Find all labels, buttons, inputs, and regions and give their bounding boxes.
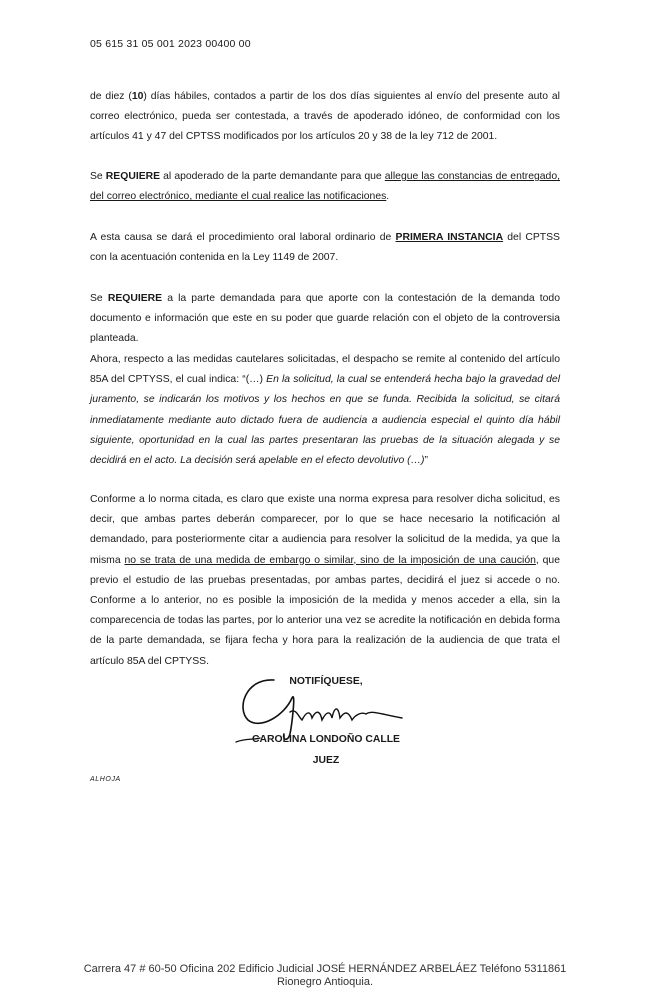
paragraph-procedure bbox=[90, 228, 560, 268]
notify-label: NOTIFÍQUESE, bbox=[289, 676, 363, 687]
p6-text-c: , que previo el estudio de las pruebas presentadas, por ambas partes, decidirá el juez si accede o no. Conforme a lo anterior, no es posible la imposición de la medida y menos acceder a ella, sin la comparecencia de todas las partes, por lo anterior una vez se acredite la notificación en debida forma de la parte demandada, se fijara fecha y hora para la realización de la audiencia de que trata el artículo 85A del CPTYSS. bbox=[90, 554, 560, 667]
p4-text-a: Se bbox=[90, 293, 108, 304]
p6-underlined: no se trata de una medida de embargo o similar, sino de la imposición de una caución bbox=[124, 554, 536, 566]
footer-address bbox=[0, 963, 650, 989]
p2-text-a: Se bbox=[90, 171, 106, 182]
paragraph-require-defendant bbox=[90, 289, 560, 350]
p2-text-c: al apoderado de la parte demandante para que bbox=[160, 171, 385, 182]
p1-text-a: de diez ( bbox=[90, 91, 132, 102]
p6-text-a: Conforme a lo norma citada, es claro que existe una norma expresa para resolver dicha solicitud, es decir, que ambas partes deberán comparecer, por lo que se hace necesario la notificación al demandado, para posteriormente citar a audiencia para resolver la solicitud de la medida, ya que la misma bbox=[90, 494, 560, 566]
judge-role: JUEZ bbox=[312, 755, 340, 766]
p1-days-number: 10 bbox=[131, 91, 144, 102]
p5-text-a: Ahora, respecto a las medidas cautelares solicitadas, el despacho se remite al contenido del artículo 85A del CPTYSS, el cual indica: “(…) bbox=[90, 354, 560, 386]
p5-text-c: ” bbox=[424, 455, 428, 467]
footer-line-1: Carrera 47 # 60-50 Oficina 202 Edificio Judicial JOSÉ HERNÁNDEZ ARBELÁEZ Teléfono 5311861 bbox=[83, 963, 567, 975]
footer-line-2: Rionegro Antioquia. bbox=[276, 976, 373, 988]
p4-text-c: a la parte demandada para que aporte con la contestación de la demanda todo documento e información que este en su poder que guarde relación con el objeto de la controversia planteada. bbox=[90, 293, 560, 345]
typist-initials: ALHOJA bbox=[90, 776, 121, 783]
paragraph-require-plaintiff bbox=[90, 167, 560, 207]
p5-quote: En la solicitud, la cual se entenderá hecha bajo la gravedad del juramento, se indicarán los motivos y los hechos en que se funda. Recibida la solicitud, se citará inmediatamente mediante auto dictado fuera de audiencia a audiencia especial el quinto día hábil siguiente, oportunidad en la cual las partes presentaran las pruebas de la situación alegada y se decidirá en el acto. La decisión será apelable en el efecto devolutivo (…) bbox=[90, 374, 560, 467]
judge-name: CAROLINA LONDOÑO CALLE bbox=[252, 734, 400, 745]
p4-require-label: REQUIERE bbox=[107, 293, 163, 304]
p2-require-label: REQUIERE bbox=[105, 171, 161, 182]
p2-text-e: . bbox=[386, 191, 390, 203]
p3-instance-label: PRIMERA INSTANCIA bbox=[395, 232, 504, 243]
p2-underlined: allegue las constancias de entregado, del correo electrónico, mediante el cual realice las notificaciones bbox=[90, 171, 560, 203]
p3-text-c: del CPTSS con la acentuación contenida en la Ley 1149 de 2007. bbox=[90, 232, 560, 264]
paragraph-term bbox=[90, 87, 560, 148]
paragraph-precautionary-measures bbox=[90, 350, 560, 471]
paragraph-conclusion bbox=[90, 490, 560, 672]
p1-text-c: ) días hábiles, contados a partir de los dos días siguientes al envío del presente auto al correo electrónico, pueda ser contestada, a través de apoderado idóneo, de conformidad con los artículos 41 y 47 del CPTSS modificados por los artículos 20 y 38 de la ley 712 de 2001. bbox=[90, 91, 560, 143]
case-number: 05 615 31 05 001 2023 00400 00 bbox=[90, 38, 251, 50]
p3-text-a: A esta causa se dará el procedimiento oral laboral ordinario de bbox=[90, 232, 396, 243]
